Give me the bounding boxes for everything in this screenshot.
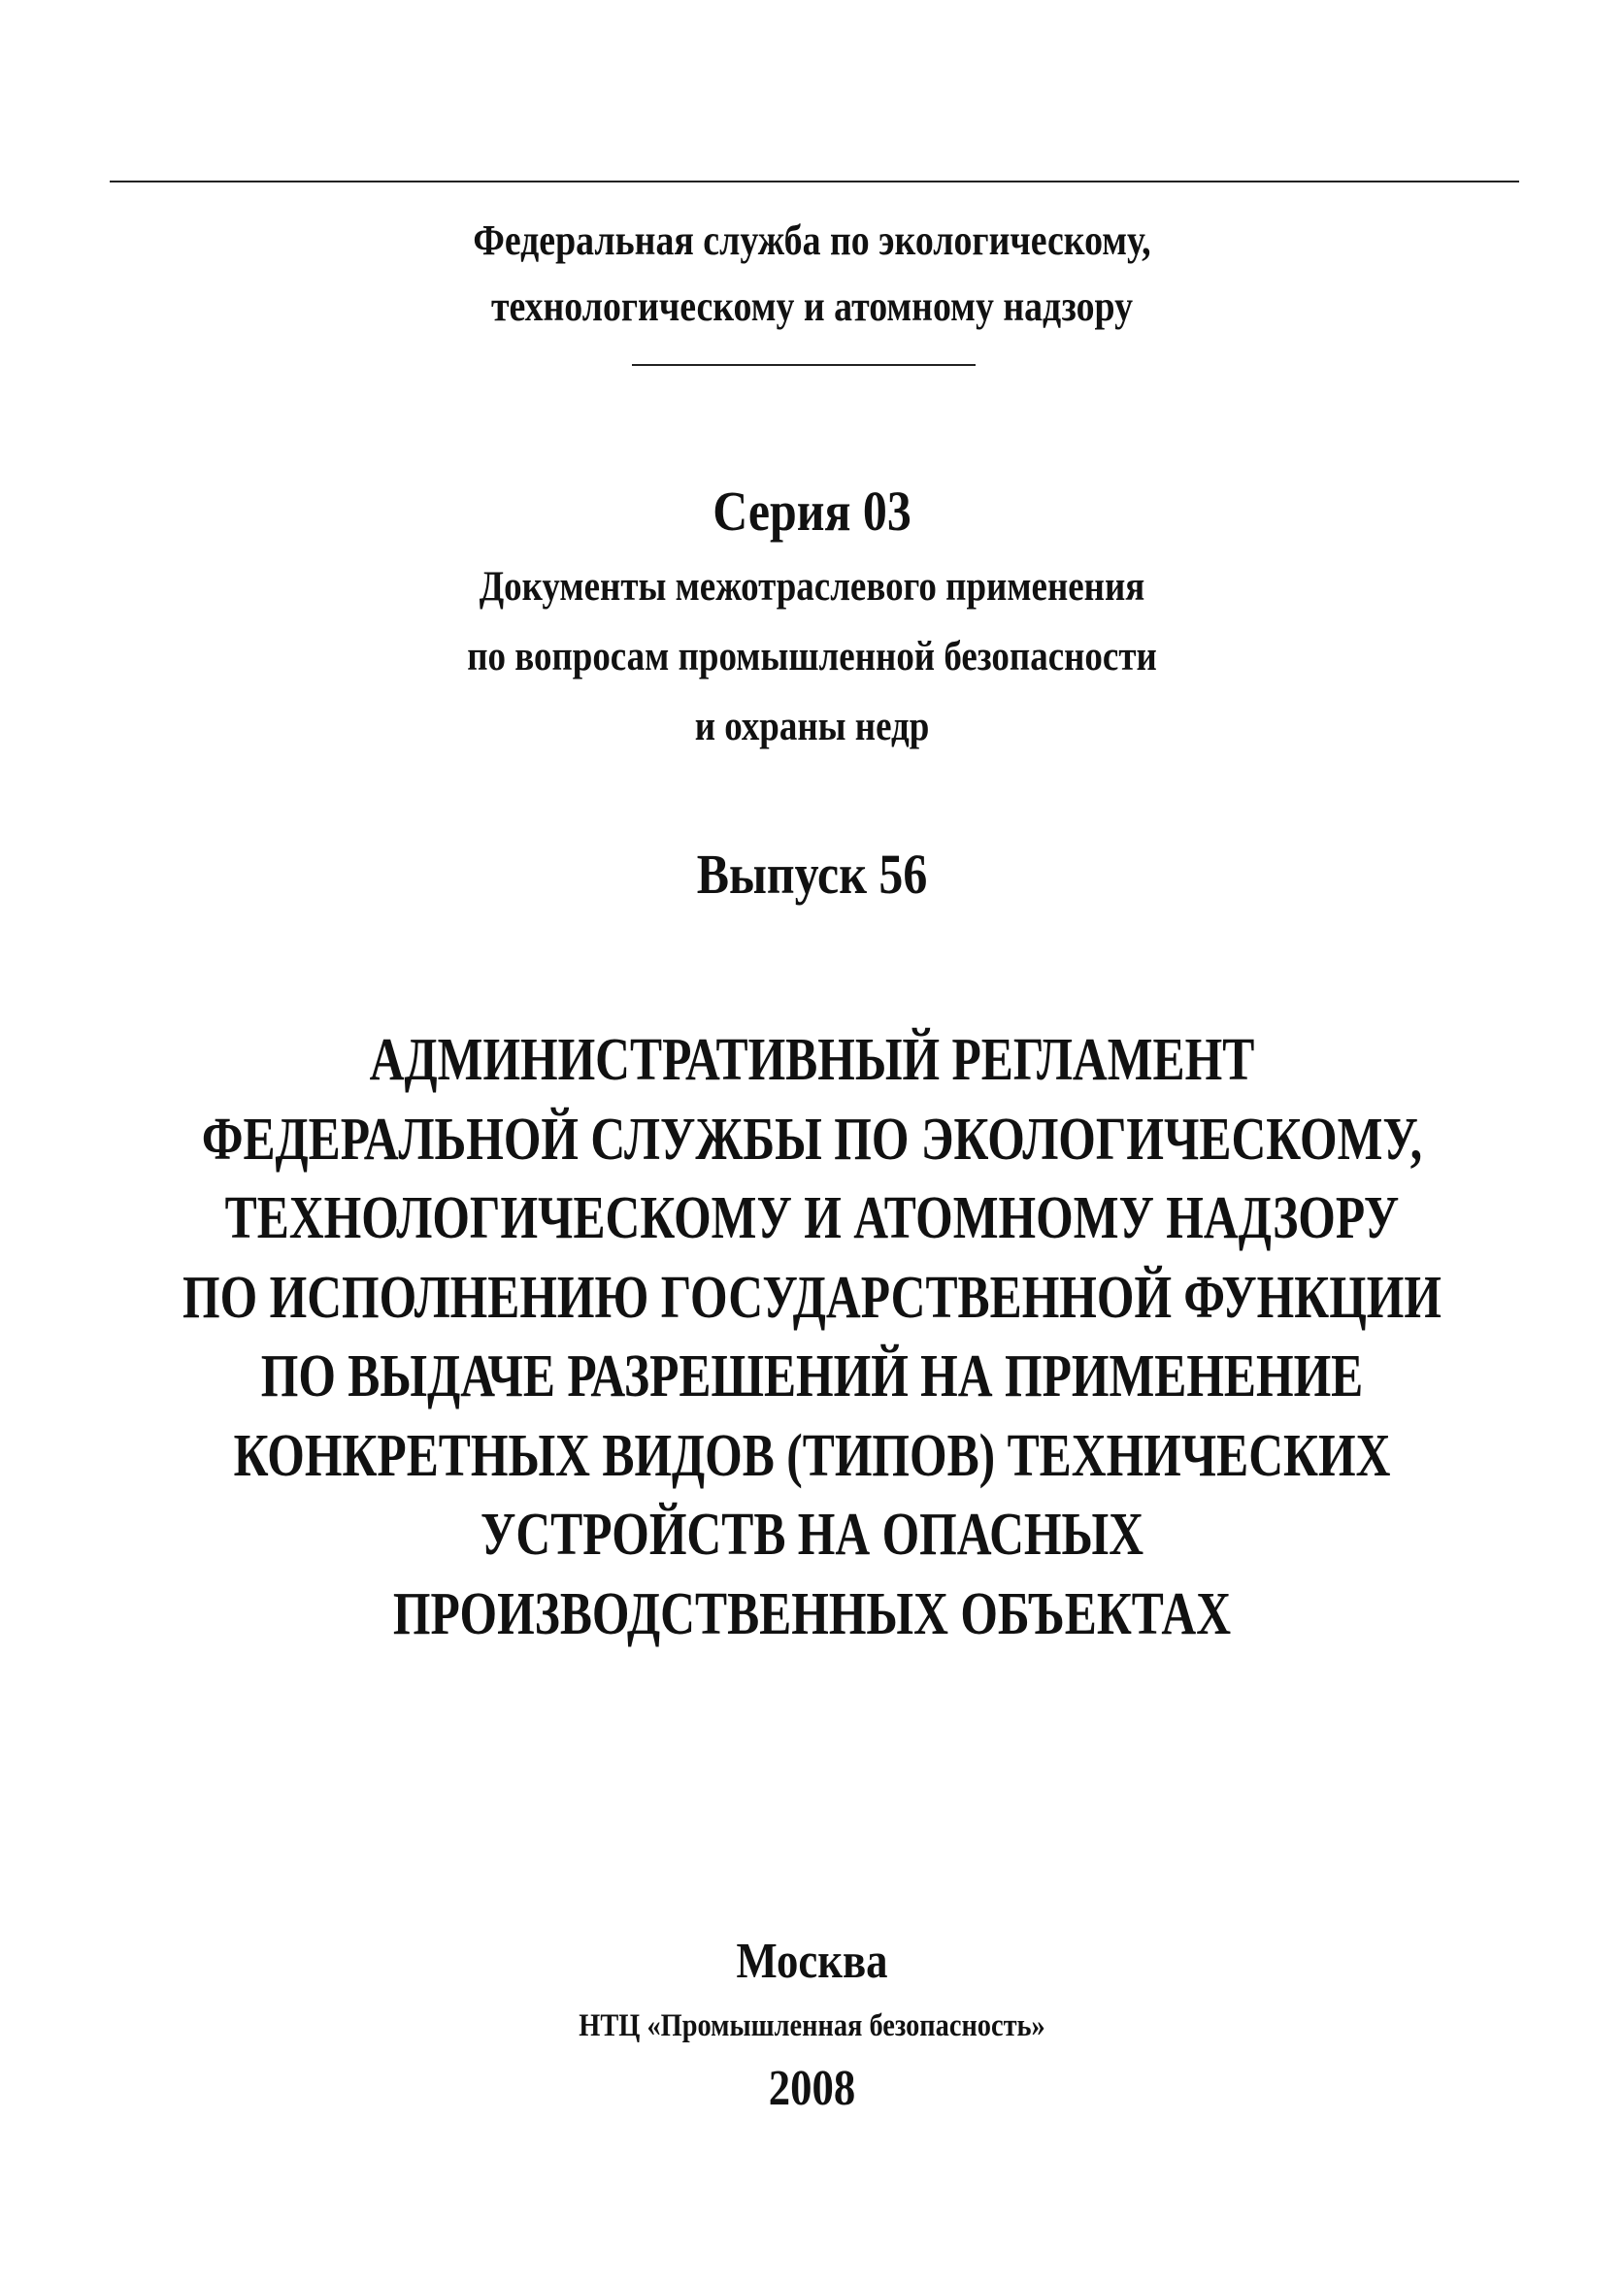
document-title-line: ПО ИСПОЛНЕНИЮ ГОСУДАРСТВЕННОЙ ФУНКЦИИ bbox=[182, 1264, 1442, 1331]
document-title bbox=[162, 1021, 1461, 1654]
imprint-publisher bbox=[114, 2004, 1510, 2048]
series-title bbox=[114, 478, 1510, 546]
document-title-line: ТЕХНОЛОГИЧЕСКОМУ И АТОМНОМУ НАДЗОРУ bbox=[224, 1185, 1400, 1251]
agency-line: технологическому и атомному надзору bbox=[490, 282, 1134, 330]
agency-name bbox=[114, 208, 1510, 340]
imprint-year-text: 2008 bbox=[768, 2061, 856, 2116]
imprint-city-text: Москва bbox=[736, 1934, 888, 1989]
issue-label-text: Выпуск 56 bbox=[696, 843, 928, 906]
series-description-line: Документы межотраслевого применения bbox=[479, 564, 1145, 610]
series-description-line: по вопросам промышленной безопасности bbox=[467, 634, 1157, 679]
document-title-line: ПО ВЫДАЧЕ РАЗРЕШЕНИЙ НА ПРИМЕНЕНИЕ bbox=[260, 1343, 1364, 1409]
series-description-line: и охраны недр bbox=[694, 704, 930, 749]
document-title-line: ПРОИЗВОДСТВЕННЫХ ОБЪЕКТАХ bbox=[392, 1580, 1232, 1647]
series-title-text: Серия 03 bbox=[713, 480, 911, 543]
agency-line: Федеральная служба по экологическому, bbox=[473, 216, 1151, 264]
issue-label bbox=[114, 841, 1510, 909]
imprint-year bbox=[114, 2059, 1510, 2119]
top-divider bbox=[110, 181, 1519, 182]
document-title-line: УСТРОЙСТВ НА ОПАСНЫХ bbox=[480, 1502, 1144, 1568]
document-title-line: ФЕДЕРАЛЬНОЙ СЛУЖБЫ ПО ЭКОЛОГИЧЕСКОМУ, bbox=[201, 1106, 1423, 1173]
imprint-publisher-text: НТЦ «Промышленная безопасность» bbox=[579, 2008, 1045, 2043]
agency-divider bbox=[632, 364, 976, 366]
document-title-line: КОНКРЕТНЫХ ВИДОВ (ТИПОВ) ТЕХНИЧЕСКИХ bbox=[233, 1422, 1391, 1489]
series-description bbox=[114, 552, 1510, 762]
document-title-line: АДМИНИСТРАТИВНЫЙ РЕГЛАМЕНТ bbox=[369, 1027, 1255, 1093]
imprint-city bbox=[114, 1932, 1510, 1992]
